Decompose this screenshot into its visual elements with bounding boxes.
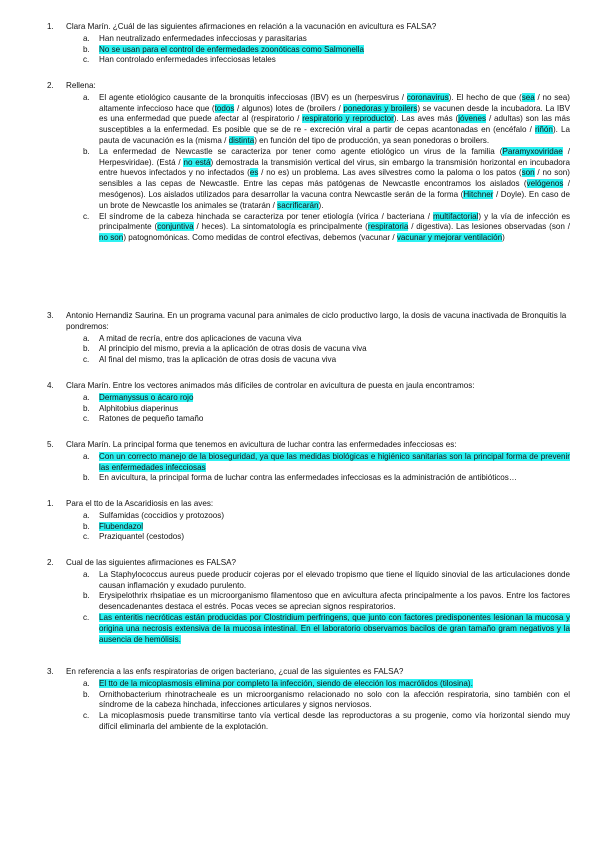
highlighted-answer: ponedoras y broilers bbox=[343, 103, 418, 113]
option-segment: Praziquantel (cestodos) bbox=[99, 532, 185, 542]
option-segment: Han controlado enfermedades infecciosas letales bbox=[99, 55, 276, 65]
question-number: 5. bbox=[47, 440, 54, 449]
option-c bbox=[0, 355, 600, 366]
options-list bbox=[0, 570, 600, 646]
option-label: b. bbox=[83, 473, 90, 483]
option-label: b. bbox=[83, 689, 90, 699]
option-text bbox=[99, 34, 307, 43]
option-text bbox=[99, 452, 570, 472]
option-text bbox=[99, 522, 143, 531]
question-stem bbox=[0, 558, 600, 569]
option-segment: Ratones de pequeño tamaño bbox=[99, 414, 204, 424]
option-segment: ). Las aves más ( bbox=[393, 114, 459, 124]
option-segment: ). El hecho de que ( bbox=[448, 92, 522, 102]
option-b bbox=[0, 522, 600, 533]
option-text bbox=[99, 690, 570, 710]
question-stem bbox=[0, 667, 600, 678]
option-text bbox=[99, 393, 193, 402]
option-a bbox=[0, 679, 600, 690]
highlighted-answer: El tto de la micoplasmosis elimina por completo la infección, siendo de elección los macrólidos (tilosina). bbox=[99, 678, 473, 688]
option-segment: / Doyle). En caso de un brote de Newcastle los animales se (tratarán / bbox=[99, 189, 570, 210]
question-number: 4. bbox=[47, 381, 54, 390]
highlighted-answer: todos bbox=[214, 103, 235, 113]
option-text bbox=[99, 93, 570, 145]
option-b bbox=[0, 344, 600, 355]
option-label: c. bbox=[83, 355, 90, 365]
option-segment: El síndrome de la cabeza hinchada se caracteriza por tener etiología (vírica / bacteriana / bbox=[99, 211, 433, 221]
option-segment: A mitad de recría, entre dos aplicaciones de vacuna viva bbox=[99, 333, 302, 343]
question-number: 2. bbox=[47, 558, 54, 567]
option-c bbox=[0, 55, 600, 66]
option-segment: Al principio del mismo, previa a la aplicación de otras dosis de vacuna viva bbox=[99, 344, 367, 354]
option-b bbox=[0, 404, 600, 415]
highlighted-answer: Flubendazol bbox=[99, 521, 144, 531]
question-number: 3. bbox=[47, 667, 54, 676]
highlighted-answer: No se usan para el control de enfermedades zoonóticas como Salmonella bbox=[99, 44, 364, 54]
option-segment: ). La pauta de vacunación es la (misma / bbox=[99, 125, 570, 145]
options-list bbox=[0, 679, 600, 733]
question-6 bbox=[0, 499, 600, 543]
highlighted-answer: no está bbox=[183, 157, 211, 167]
option-label: b. bbox=[83, 146, 90, 156]
option-text bbox=[99, 355, 336, 364]
highlighted-answer: vacunar y mejorar ventilación bbox=[396, 233, 503, 243]
question-number: 3. bbox=[47, 311, 54, 320]
option-c bbox=[0, 711, 600, 733]
option-segment: ) en función del tipo de producción, ya sean ponedoras o broilers. bbox=[254, 135, 490, 145]
option-b bbox=[0, 147, 600, 212]
options-list bbox=[0, 511, 600, 543]
option-text bbox=[99, 570, 570, 590]
option-segment: Erysipelothrix rhsipatiae es un microorganismo filamentoso que en avicultura afecta principalmente a los pavos. Entre los factores desencadenantes destaca el estrés. Pocas veces se aprecian signos respiratorios. bbox=[99, 591, 570, 612]
option-label: b. bbox=[83, 403, 90, 413]
question-3 bbox=[0, 311, 600, 366]
option-segment: ) se vacunen desde la incubadora. La IBV es una enfermedad que puede afectar al (respiratorio / bbox=[99, 103, 570, 124]
option-label: a. bbox=[83, 569, 90, 579]
option-a bbox=[0, 452, 600, 474]
option-text bbox=[99, 711, 570, 731]
highlighted-answer: riñón bbox=[534, 125, 553, 135]
option-c bbox=[0, 212, 600, 244]
option-text bbox=[99, 532, 184, 541]
option-text bbox=[99, 55, 276, 64]
highlighted-answer: es bbox=[249, 168, 259, 178]
option-segment: / no sea) altamente infeccioso hace que ( bbox=[99, 92, 571, 113]
highlighted-answer: sacrificarán bbox=[277, 200, 319, 210]
option-segment: ) bbox=[502, 233, 505, 243]
option-segment: El agente etiológico causante de la bronquitis infecciosas (IBV) es un (herpesvirus / bbox=[99, 92, 407, 102]
stem-text: Cual de las siguientes afirmaciones es FALSA? bbox=[66, 558, 237, 567]
option-segment: / digestiva). Las lesiones observadas (son / bbox=[408, 222, 570, 232]
options-list bbox=[0, 93, 600, 244]
option-c bbox=[0, 414, 600, 425]
highlighted-answer: no son bbox=[99, 233, 124, 243]
option-segment: ) y la vía de infección es principalmente ( bbox=[99, 211, 570, 232]
stem-text: Clara Marín. ¿Cuál de las siguientes afirmaciones en relación a la vacunación en avicultura es FALSA? bbox=[66, 22, 437, 31]
highlighted-answer: distinta bbox=[228, 135, 255, 145]
option-text bbox=[99, 334, 301, 343]
option-segment: / heces). La sintomatología es principalmente ( bbox=[193, 222, 368, 232]
option-segment: En avicultura, la principal forma de luchar contra las enfermedades infecciosas es la administración de antibióticos… bbox=[99, 473, 517, 483]
option-label: a. bbox=[83, 392, 90, 402]
question-stem bbox=[0, 499, 600, 510]
options-list bbox=[0, 34, 600, 66]
option-segment: Al final del mismo, tras la aplicación de otras dosis de vacuna viva bbox=[99, 355, 337, 365]
option-segment: / mesógenos). Los aislados utilizados para desarrollar la vacuna contra Newcastle serán de la forma ( bbox=[99, 179, 570, 199]
option-text bbox=[99, 404, 178, 413]
highlighted-answer: jóvenes bbox=[458, 114, 487, 124]
option-label: c. bbox=[83, 414, 90, 424]
option-label: c. bbox=[83, 55, 90, 65]
option-label: c. bbox=[83, 211, 90, 221]
option-label: a. bbox=[83, 33, 90, 43]
option-label: b. bbox=[83, 521, 90, 531]
highlighted-answer: Las enteritis necróticas están producidas por Clostridium perfringens, que junto con factores predisponentes lesionan la mucosa y origina una necrosis extensiva de la mucosa intestinal. En el laboratorio observamos bacilos de gran tamaño gram negativos y la ausencia de hemólisis. bbox=[99, 612, 570, 644]
highlighted-answer: sea bbox=[521, 92, 535, 102]
option-b bbox=[0, 45, 600, 56]
option-label: b. bbox=[83, 591, 90, 601]
option-c bbox=[0, 532, 600, 543]
option-label: b. bbox=[83, 44, 90, 54]
stem-text: Antonio Hernandiz Saurina. En un programa vacunal para animales de ciclo productivo largo, la dosis de vacuna inactivada de Bronquitis la pondremos: bbox=[66, 311, 567, 331]
option-text bbox=[99, 147, 570, 210]
option-segment: / Herpesviridae). (Está / bbox=[99, 146, 571, 167]
option-b bbox=[0, 591, 600, 613]
question-7 bbox=[0, 558, 600, 645]
stem-text: Para el tto de la Ascaridiosis en las aves: bbox=[66, 499, 214, 508]
question-5 bbox=[0, 440, 600, 484]
option-segment: ) demostrada la transmisión vertical del virus, sin embargo la transmisión horizontal en incubadora entre huevos infectados y no infectados ( bbox=[99, 157, 570, 178]
highlighted-answer: Hitchner bbox=[463, 189, 494, 199]
option-text bbox=[99, 613, 570, 644]
option-text bbox=[99, 414, 203, 423]
option-segment: La micoplasmosis puede transmitirse tanto vía vertical desde las reproductoras a su progenie, como vía horizontal siendo muy difícil eliminarla del ambiente de la explotación. bbox=[99, 711, 570, 731]
question-stem bbox=[0, 440, 600, 451]
stem-text: Clara Marín. La principal forma que tenemos en avicultura de luchar contra las enfermedades infecciosas es: bbox=[66, 440, 457, 449]
option-text bbox=[99, 212, 570, 243]
question-2 bbox=[0, 81, 600, 244]
option-label: a. bbox=[83, 333, 90, 343]
question-number: 1. bbox=[47, 499, 54, 508]
stem-text: Rellena: bbox=[66, 81, 96, 90]
option-b bbox=[0, 690, 600, 712]
option-a bbox=[0, 511, 600, 522]
option-text bbox=[99, 679, 473, 688]
option-text bbox=[99, 511, 224, 520]
option-a bbox=[0, 334, 600, 345]
option-c bbox=[0, 613, 600, 645]
option-segment: / no es) un problema. Las aves silvestres como la paloma o los patos ( bbox=[258, 168, 522, 178]
highlighted-answer: respiratorio y reproductor bbox=[302, 114, 394, 124]
question-4 bbox=[0, 381, 600, 425]
option-a bbox=[0, 393, 600, 404]
options-list bbox=[0, 393, 600, 425]
option-segment: / algunos) lotes de (broilers / bbox=[234, 103, 344, 113]
option-segment: Alphitobius diaperinus bbox=[99, 403, 179, 413]
option-segment: Sulfamidas (coccidios y protozoos) bbox=[99, 510, 225, 520]
option-segment: Han neutralizado enfermedades infecciosas y parasitarias bbox=[99, 33, 307, 43]
question-8 bbox=[0, 667, 600, 733]
options-list bbox=[0, 334, 600, 366]
option-text bbox=[99, 344, 367, 353]
option-segment: / adultas) son las más susceptibles a la enfermedad. Es posible que se de re - excreción viral a partir de cepas acantonadas en (encéfalo / bbox=[99, 114, 570, 135]
option-a bbox=[0, 34, 600, 45]
option-label: c. bbox=[83, 532, 90, 542]
option-label: c. bbox=[83, 612, 90, 622]
highlighted-answer: multifactorial bbox=[432, 211, 479, 221]
option-text bbox=[99, 473, 517, 482]
option-a bbox=[0, 570, 600, 592]
option-b bbox=[0, 473, 600, 484]
question-number: 2. bbox=[47, 81, 54, 90]
option-text bbox=[99, 45, 364, 54]
option-segment: ). bbox=[318, 200, 324, 210]
highlighted-answer: respiratoria bbox=[367, 222, 409, 232]
option-label: b. bbox=[83, 344, 90, 354]
stem-text: En referencia a las enfs respiratorias de origen bacteriano, ¿cual de las siguientes es FALSA? bbox=[66, 667, 404, 676]
highlighted-answer: coronavirus bbox=[406, 92, 449, 102]
question-stem bbox=[0, 81, 600, 92]
highlighted-answer: Paramyxoviridae bbox=[502, 146, 563, 156]
option-label: c. bbox=[83, 711, 90, 721]
option-label: a. bbox=[83, 510, 90, 520]
question-stem bbox=[0, 22, 600, 33]
highlighted-answer: Dermanyssus o ácaro rojo bbox=[99, 392, 194, 402]
highlighted-answer: conjuntiva bbox=[157, 222, 194, 232]
option-label: a. bbox=[83, 451, 90, 461]
option-segment: La Staphylococcus aureus puede producir cojeras por el elevado tropismo que tiene el líquido sinovial de las articulaciones donde causan inflamación y exudado purulento. bbox=[99, 569, 570, 590]
question-number: 1. bbox=[47, 22, 54, 31]
question-stem bbox=[0, 381, 600, 392]
option-label: a. bbox=[83, 678, 90, 688]
highlighted-answer: velógenos bbox=[526, 179, 564, 189]
option-segment: / no son) sensibles a las cepas de Newcastle. Entre las cepas más patógenas de Newcastle encontramos los aislados ( bbox=[99, 168, 571, 189]
option-a bbox=[0, 93, 600, 147]
highlighted-answer: Con un correcto manejo de la bioseguridad, ya que las medidas biológicas e higiénico sanitarias son la principal forma de prevenir las enfermedades infecciosas bbox=[99, 451, 570, 472]
option-segment: ) patognomónicas. Como medidas de control efectivas, debemos (vacunar / bbox=[123, 233, 397, 243]
highlighted-answer: son bbox=[521, 168, 535, 178]
option-segment: Ornithobacterium rhinotracheale es un microorganismo relacionado no solo con la afección respiratoria, sino también con el síndrome de la cabeza hinchada, infecciones articulares y signos nerviosos. bbox=[99, 689, 570, 710]
question-stem bbox=[0, 311, 600, 333]
option-segment: La enfermedad de Newcastle se caracteriza por tener como agente etiológico un virus de la familia ( bbox=[99, 146, 503, 156]
options-list bbox=[0, 452, 600, 484]
stem-text: Clara Marín. Entre los vectores animados más difíciles de controlar en avicultura de puesta en jaula encontramos: bbox=[66, 381, 475, 390]
question-1 bbox=[0, 22, 600, 66]
option-text bbox=[99, 591, 570, 611]
option-label: a. bbox=[83, 92, 90, 102]
